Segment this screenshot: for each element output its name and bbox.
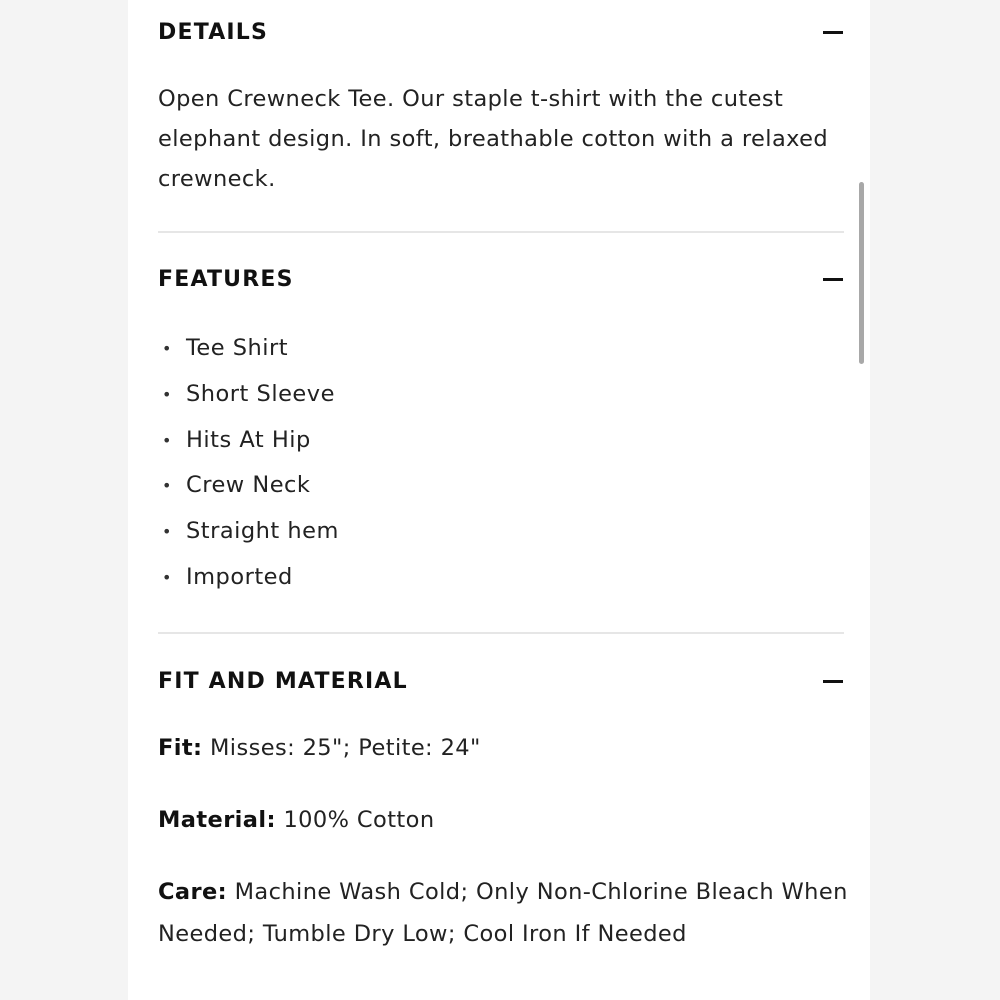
bullet-icon: • bbox=[162, 430, 172, 450]
details-collapse-button[interactable] bbox=[822, 22, 844, 44]
material-label: Material: bbox=[158, 807, 276, 833]
details-header[interactable] bbox=[158, 22, 844, 46]
bullet-icon: • bbox=[162, 384, 172, 404]
feature-text: Imported bbox=[186, 563, 293, 590]
fit-material-title: FIT AND MATERIAL bbox=[158, 669, 408, 694]
bullet-icon: • bbox=[162, 339, 172, 358]
features-collapse-button[interactable] bbox=[822, 269, 844, 291]
minus-icon bbox=[823, 680, 843, 683]
material-line bbox=[158, 799, 858, 841]
fit-value: Misses: 25"; Petite: 24" bbox=[202, 735, 481, 761]
divider bbox=[158, 231, 844, 233]
features-header[interactable] bbox=[158, 269, 844, 293]
bullet-icon: • bbox=[162, 522, 172, 542]
list-item bbox=[158, 418, 339, 464]
material-value: 100% Cotton bbox=[275, 807, 435, 833]
bullet-icon: • bbox=[162, 567, 172, 587]
details-description: Open Crewneck Tee. Our staple t-shirt with the cutest elephant design. In soft, breathable cotton with a relaxed crewneck. bbox=[158, 86, 829, 192]
features-list bbox=[158, 326, 339, 601]
list-item bbox=[158, 326, 339, 372]
care-label: Care: bbox=[158, 879, 228, 905]
list-item bbox=[158, 555, 339, 601]
feature-text: Short Sleeve bbox=[186, 380, 335, 407]
care-line bbox=[158, 871, 854, 955]
fit-material-header[interactable] bbox=[158, 671, 844, 695]
feature-text: Hits At Hip bbox=[186, 426, 311, 453]
feature-text: Straight hem bbox=[186, 518, 339, 545]
fit-line bbox=[158, 727, 858, 769]
list-item bbox=[158, 463, 339, 509]
care-value: Machine Wash Cold; Only Non-Chlorine Bleach When Needed; Tumble Dry Low; Cool Iron If Needed bbox=[158, 879, 848, 947]
minus-icon bbox=[823, 278, 843, 281]
details-title: DETAILS bbox=[158, 20, 269, 45]
feature-text: Tee Shirt bbox=[186, 335, 289, 361]
minus-icon bbox=[823, 31, 843, 34]
feature-text: Crew Neck bbox=[186, 472, 311, 499]
list-item bbox=[158, 372, 339, 418]
features-title: FEATURES bbox=[158, 267, 294, 292]
bullet-icon: • bbox=[162, 476, 172, 496]
list-item bbox=[158, 509, 339, 555]
fit-material-collapse-button[interactable] bbox=[822, 671, 844, 693]
scrollbar-thumb[interactable] bbox=[859, 182, 864, 364]
divider bbox=[158, 632, 844, 634]
fit-label: Fit: bbox=[158, 735, 203, 761]
